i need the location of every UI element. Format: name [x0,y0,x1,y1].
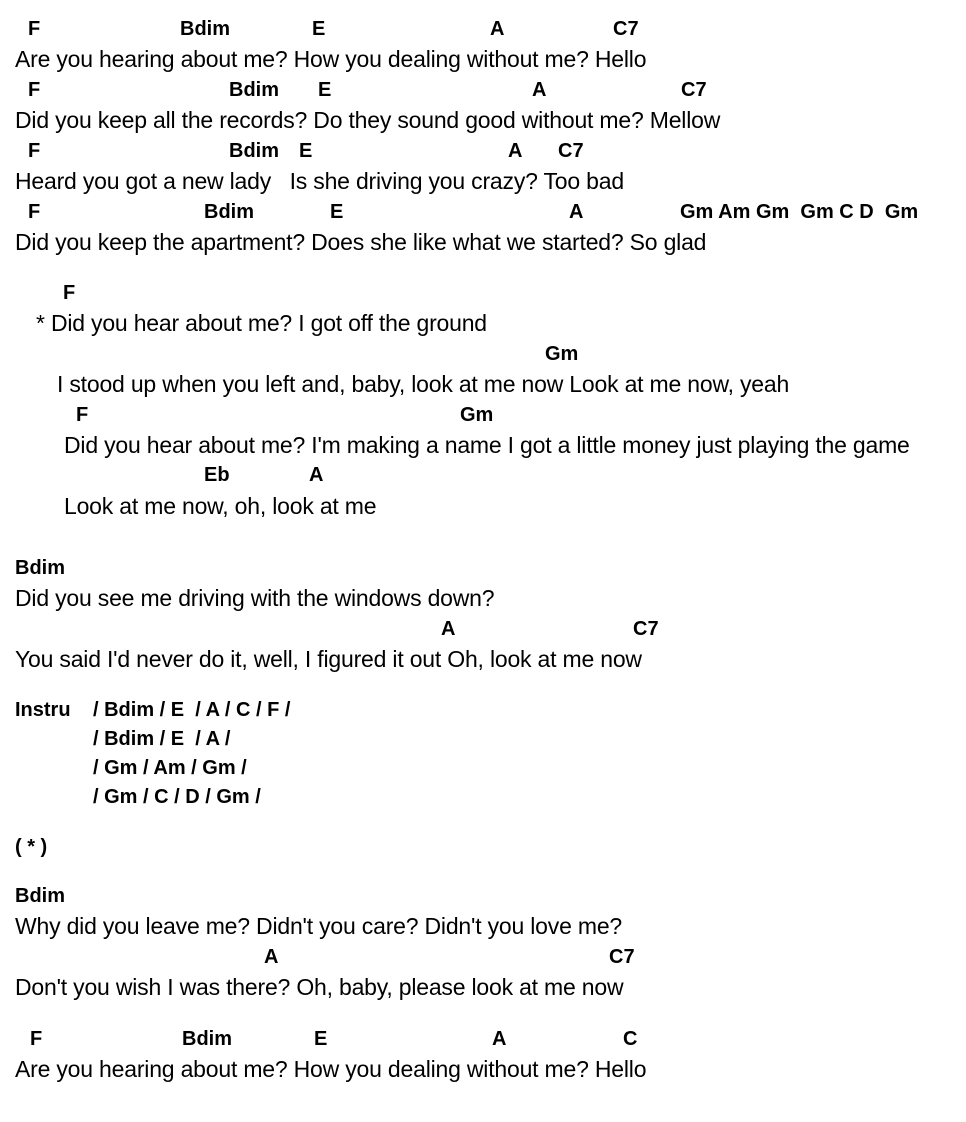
chord: F [28,79,41,101]
instru-row: / Gm / C / D / Gm / [93,786,261,808]
chord: A [441,618,456,640]
chord: A [490,18,505,40]
lyric-line: Did you see me driving with the windows down? [15,585,495,611]
chord: C7 [681,79,707,101]
lyric-line: Did you hear about me? I'm making a name I got a little money just playing the game [64,432,910,458]
lyric-line: Are you hearing about me? How you dealing without me? Hello [15,1056,647,1082]
chord: A [508,140,523,162]
chord: E [312,18,326,40]
instru-row: / Gm / Am / Gm / [93,757,247,779]
chord: E [314,1028,328,1050]
chord: A [309,464,324,486]
chord: F [76,404,89,426]
chord: Eb [204,464,230,486]
chord: E [318,79,332,101]
chord: E [299,140,313,162]
lyric-line: I stood up when you left and, baby, look at me now Look at me now, yeah [57,371,790,397]
chord: F [28,140,41,162]
chord: Gm [545,343,579,365]
lyric-line: Don't you wish I was there? Oh, baby, please look at me now [15,974,624,1000]
chord: C7 [609,946,635,968]
lyric-line: You said I'd never do it, well, I figured it out Oh, look at me now [15,646,642,672]
chord: A [569,201,584,223]
chord: A [532,79,547,101]
chord: Bdim [229,79,279,101]
chord: F [28,201,41,223]
lyric-line: * Did you hear about me? I got off the ground [36,310,487,336]
chord: F [28,18,41,40]
chord: A [264,946,279,968]
chord: C7 [613,18,639,40]
lyric-line: Look at me now, oh, look at me [64,493,377,519]
repeat-marker: ( * ) [15,836,48,858]
chord: Bdim [204,201,254,223]
lyric-line: Did you keep the apartment? Does she like what we started? So glad [15,229,707,255]
chord: A [492,1028,507,1050]
instru-row: / Bdim / E / A / [93,728,231,750]
instru-label: Instru [15,699,71,721]
chord: F [30,1028,43,1050]
chord: F [63,282,76,304]
lyric-line: Did you keep all the records? Do they sound good without me? Mellow [15,107,721,133]
chord: Bdim [229,140,279,162]
chord: Gm [460,404,494,426]
chord: Bdim [15,885,65,907]
chord: C7 [633,618,659,640]
chord: Gm Am Gm Gm C D Gm [680,201,919,223]
chord: E [330,201,344,223]
instru-row: / Bdim / E / A / C / F / [93,699,291,721]
chord: C [623,1028,638,1050]
lyric-line: Are you hearing about me? How you dealing without me? Hello [15,46,647,72]
lyric-line: Heard you got a new lady Is she driving you crazy? Too bad [15,168,624,194]
chord: Bdim [180,18,230,40]
chord: C7 [558,140,584,162]
chord: Bdim [15,557,65,579]
chord: Bdim [182,1028,232,1050]
lyric-line: Why did you leave me? Didn't you care? Didn't you love me? [15,913,622,939]
